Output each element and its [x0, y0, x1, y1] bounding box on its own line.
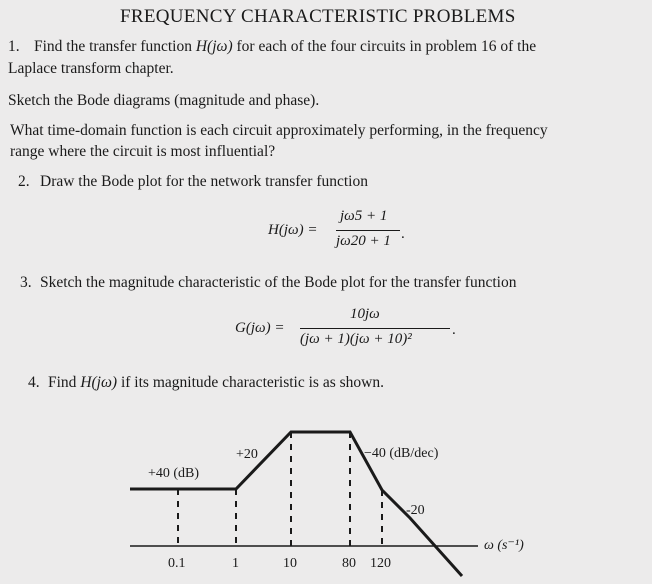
problem-4-text-post: if its magnitude characteristic is as shown. — [120, 374, 384, 391]
problem-1-line2: Laplace transform chapter. — [8, 60, 174, 77]
problem-4-text-pre: Find — [48, 374, 77, 391]
problem-4-number: 4. — [28, 374, 40, 391]
problem-3-numerator: 10jω — [350, 306, 380, 322]
problem-2-period: . — [401, 226, 405, 242]
problem-2-numerator: jω5 + 1 — [340, 208, 388, 224]
problem-3-number: 3. — [20, 274, 32, 291]
tick-label-10: 10 — [283, 556, 297, 571]
problem-3-denominator: (jω + 1)(jω + 10)² — [300, 331, 412, 347]
problem-1-what-line2: range where the circuit is most influential? — [10, 143, 276, 160]
level-label: +40 (dB) — [148, 466, 200, 481]
problem-2-denominator: jω20 + 1 — [336, 233, 391, 249]
problem-2-lhs: H(jω) = — [268, 222, 318, 238]
frequency-axis-label: ω (s⁻¹) — [484, 538, 524, 553]
problem-1-number: 1. — [8, 38, 20, 55]
tick-label-1: 1 — [232, 556, 239, 571]
problem-4-fn: H(jω) — [80, 374, 118, 391]
problem-2-text: Draw the Bode plot for the network transfer function — [40, 173, 368, 190]
tick-label-120: 120 — [370, 556, 391, 571]
problem-1-sketch: Sketch the Bode diagrams (magnitude and phase). — [8, 92, 320, 109]
problem-3-period: . — [452, 322, 456, 338]
problem-2-number: 2. — [18, 173, 30, 190]
problem-3-text: Sketch the magnitude characteristic of the Bode plot for the transfer function — [40, 274, 517, 291]
slope-up-label: +20 — [236, 447, 258, 462]
problem-1-what-line1: What time-domain function is each circuit approximately performing, in the frequency — [10, 122, 548, 139]
page-title: FREQUENCY CHARACTERISTIC PROBLEMS — [120, 6, 516, 27]
tick-label-0-1: 0.1 — [168, 556, 186, 571]
slope-down-label: −40 (dB/dec) — [364, 446, 439, 461]
problem-1-line1-post: for each of the four circuits in problem 16 of the — [236, 38, 537, 55]
slope-down-2-label: -20 — [406, 503, 425, 518]
tick-label-80: 80 — [342, 556, 356, 571]
problem-1-line1-pre: Find the transfer function — [34, 38, 192, 55]
problem-1-fn: H(jω) — [195, 38, 233, 55]
problem-3-lhs: G(jω) = — [235, 320, 285, 336]
